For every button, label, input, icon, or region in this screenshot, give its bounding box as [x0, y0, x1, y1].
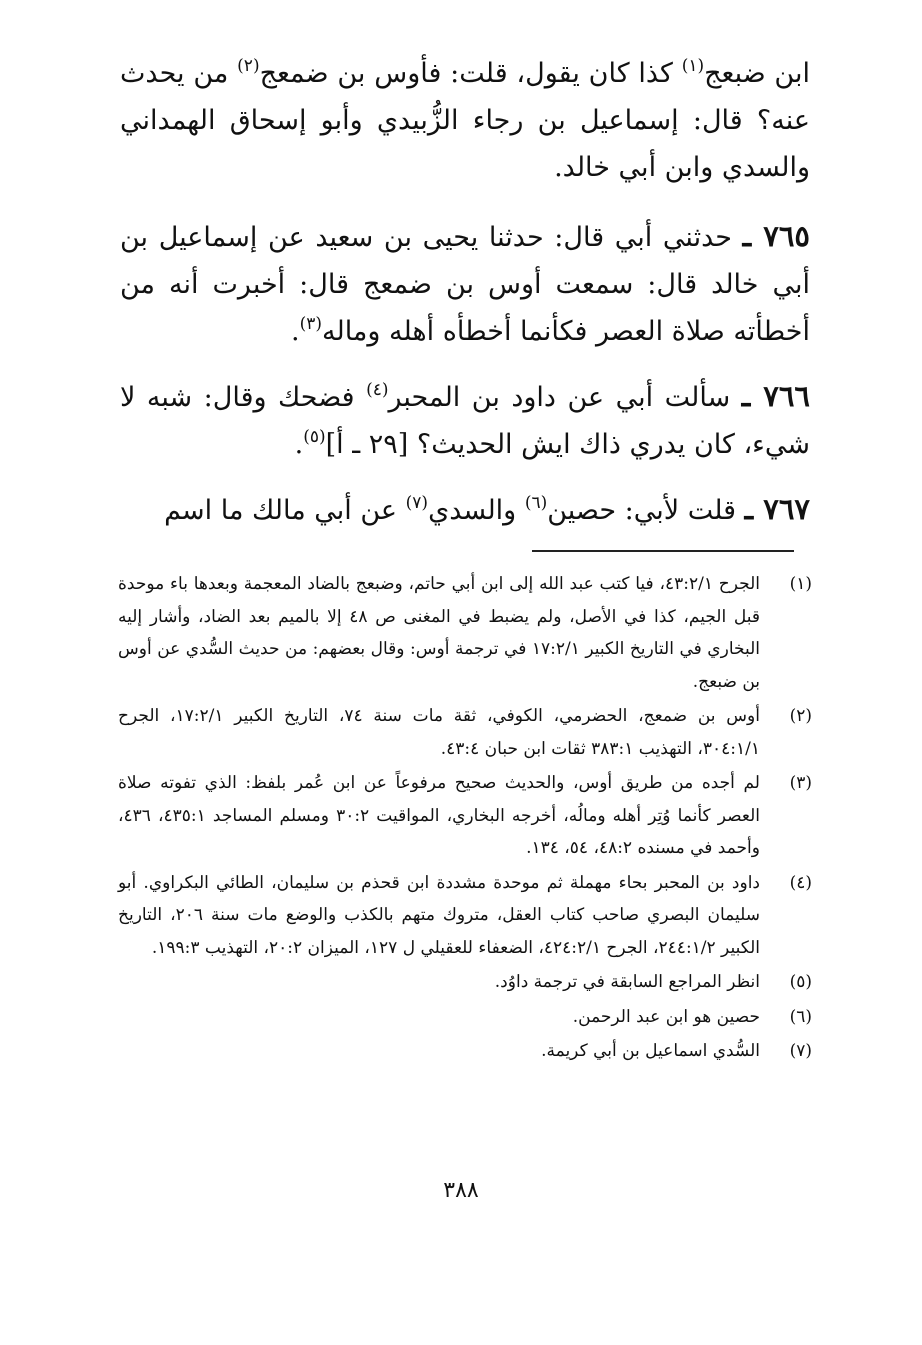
footnote-number: (٦) [789, 1006, 812, 1027]
paragraph-767 [120, 486, 810, 534]
footnote-3 [118, 767, 812, 865]
footnote-text: لم أجده من طريق أوس، والحديث صحيح مرفوعاً عن ابن عُمر بلفظ: الذي تفوته صلاة العصر كأنما وُتِر أهله ومالُه، أخرجه البخاري، المواقيت ٣٠:٢ ومسلم المساجد ٤٣٥:١، ٤٣٦، وأحمد في مسنده ٤٨:٢، ٥٤، ١٣٤. [118, 773, 760, 858]
footnote-text: أوس بن ضمعج، الحضرمي، الكوفي، ثقة مات سنة ٧٤، التاريخ الكبير ١٧:٢/١، الجرح ٣٠٤:١/١، التهذيب ٣٨٣:١ ثقات ابن حبان ٤٣:٤. [118, 706, 760, 759]
footnote-number: (٢) [789, 706, 812, 726]
text-run: . [294, 429, 304, 460]
footnote-number: (٧) [789, 1041, 812, 1061]
footnotes [118, 568, 812, 1070]
text-run: والسدي [428, 495, 525, 526]
entry-number: ٧٦٥ ـ [742, 219, 810, 253]
text-run: فضحك وقال: شبه لا شيء، كان يدري ذاك ايش الحديث؟ [٢٩ ـ أ] [120, 382, 810, 460]
text-run: ابن ضبعج [704, 58, 811, 89]
footnote-ref[interactable]: (٥) [303, 427, 326, 447]
main-text [120, 50, 810, 552]
entry-number: ٧٦٧ ـ [744, 492, 810, 526]
footnote-4 [118, 867, 812, 965]
footnote-1 [118, 568, 812, 698]
footnote-divider [532, 550, 794, 552]
footnote-ref[interactable]: (٧) [405, 493, 429, 513]
footnote-text: السُّدي اسماعيل بن أبي كريمة. [541, 1041, 760, 1061]
page-number: ٣٨٨ [443, 1178, 479, 1203]
paragraph-765 [120, 213, 810, 355]
footnote-ref[interactable]: (١) [681, 56, 705, 76]
footnote-number: (١) [789, 574, 812, 594]
text-run: سألت أبي عن داود بن المحبر [388, 382, 742, 413]
footnote-ref[interactable]: (٦) [524, 493, 548, 513]
entry-number: ٧٦٦ ـ [741, 379, 810, 413]
footnote-ref[interactable]: (٤) [366, 380, 389, 400]
footnote-number: (٣) [789, 773, 812, 793]
footnote-5 [118, 966, 812, 999]
footnote-ref[interactable]: (٣) [299, 314, 322, 334]
footnote-7 [118, 1035, 812, 1068]
paragraph-766 [120, 373, 810, 468]
paragraph-intro [120, 50, 810, 191]
footnote-number: (٥) [789, 972, 812, 992]
text-run: كذا كان يقول، قلت: فأوس بن ضمعج [259, 58, 682, 89]
footnote-6 [118, 1001, 812, 1034]
text-run: حدثني أبي قال: حدثنا يحيى بن سعيد عن إسماعيل بن أبي خالد قال: سمعت أوس بن ضمعج قال: أخبرت أنه من أخطأته صلاة العصر فكأنما أخطأه أهله وماله [120, 222, 810, 347]
footnote-ref[interactable]: (٢) [237, 56, 260, 76]
footnote-2 [118, 700, 812, 765]
footnote-text: داود بن المحبر بحاء مهملة ثم موحدة مشددة ابن قحذم بن سليمان، الطائي البكراوي. أبو سليمان البصري صاحب كتاب العقل، متروك متهم بالكذب والوضع مات سنة ٢٠٦، التاريخ الكبير ٢٤٤:١/٢، الجرح ٤٢٤:٢/١، الضعفاء للعقيلي ل ١٢٧، الميزان ٢٠:٢، التهذيب ١٩٩:٣. [118, 872, 760, 958]
footnote-number: (٤) [789, 872, 812, 893]
footnote-text: انظر المراجع السابقة في ترجمة داوُد. [494, 972, 760, 992]
text-run: قلت لأبي: حصين [547, 495, 745, 526]
text-run: عن أبي مالك ما اسم [164, 495, 406, 526]
text-run: من يحدث عنه؟ قال: إسماعيل بن رجاء الزُّبيدي وأبو إسحاق الهمداني والسدي وابن أبي خالد. [120, 58, 810, 183]
footnote-text: حصين هو ابن عبد الرحمن. [572, 1006, 760, 1027]
footnote-text: الجرح ٤٣:٢/١، فيا كتب عبد الله إلى ابن أبي حاتم، وضبعج بالضاد المعجمة وبعدها باء موحدة قبل الجيم، كذا في الأصل، ولم يضبط في المغنى ص ٤٨ إلا بالميم بعد الضاد، وأشار إليه البخاري في التاريخ الكبير ١٧:٢/١ في ترجمة أوس: وقال بعضهم: من حديث السُّدي عن أوس بن ضبعج. [118, 574, 761, 692]
text-run: . [290, 316, 300, 347]
